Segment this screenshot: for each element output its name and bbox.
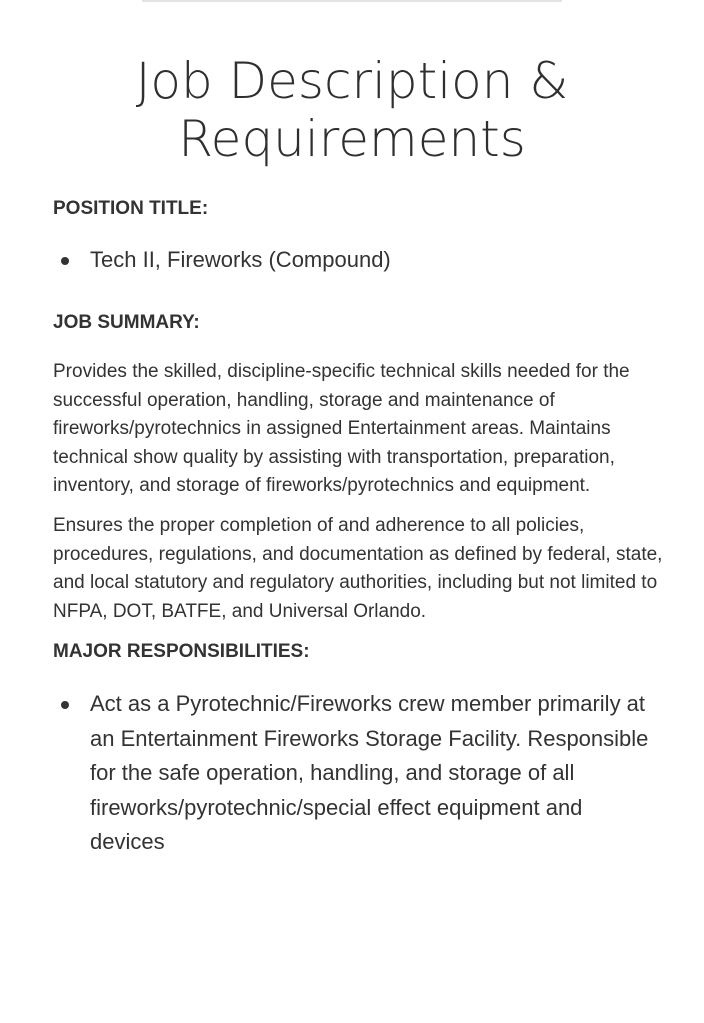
list-item [53, 244, 663, 276]
bullet-icon [61, 701, 69, 709]
page-title: Job Description & Requirements [135, 52, 569, 168]
job-summary-heading: JOB SUMMARY: [53, 312, 200, 333]
major-responsibilities-heading: MAJOR RESPONSIBILITIES: [53, 641, 310, 663]
position-title-text: Tech II, Fireworks (Compound) [90, 247, 391, 272]
position-title-list [53, 244, 663, 276]
position-title-heading: POSITION TITLE: [53, 198, 209, 219]
job-summary-paragraph: Provides the skilled, discipline-specific technical skills needed for the successful operation, handling, storage and maintenance of fireworks/pyrotechnics in assigned Entertainment areas. Maintains technical show quality by assisting with transportation, preparation, inventory, and storage of fireworks/pyrotechnics and equipment. [53, 361, 630, 497]
major-responsibilities-list [53, 687, 649, 860]
list-item [53, 687, 649, 860]
responsibility-text: Act as a Pyrotechnic/Fireworks crew member primarily at an Entertainment Fireworks Storage Facility. Responsible for the safe operation, handling, and storage of all fireworks/pyrotechnic/special effect equipment and devices [90, 691, 649, 855]
compliance-paragraph: Ensures the proper completion of and adherence to all policies, procedures, regulations, and documentation as defined by federal, state, and local statutory and regulatory authorities, including but not limited to NFPA, DOT, BATFE, and Universal Orlando. [53, 514, 663, 622]
bullet-icon [61, 257, 69, 265]
top-divider [142, 0, 562, 2]
job-description-content [53, 196, 663, 860]
